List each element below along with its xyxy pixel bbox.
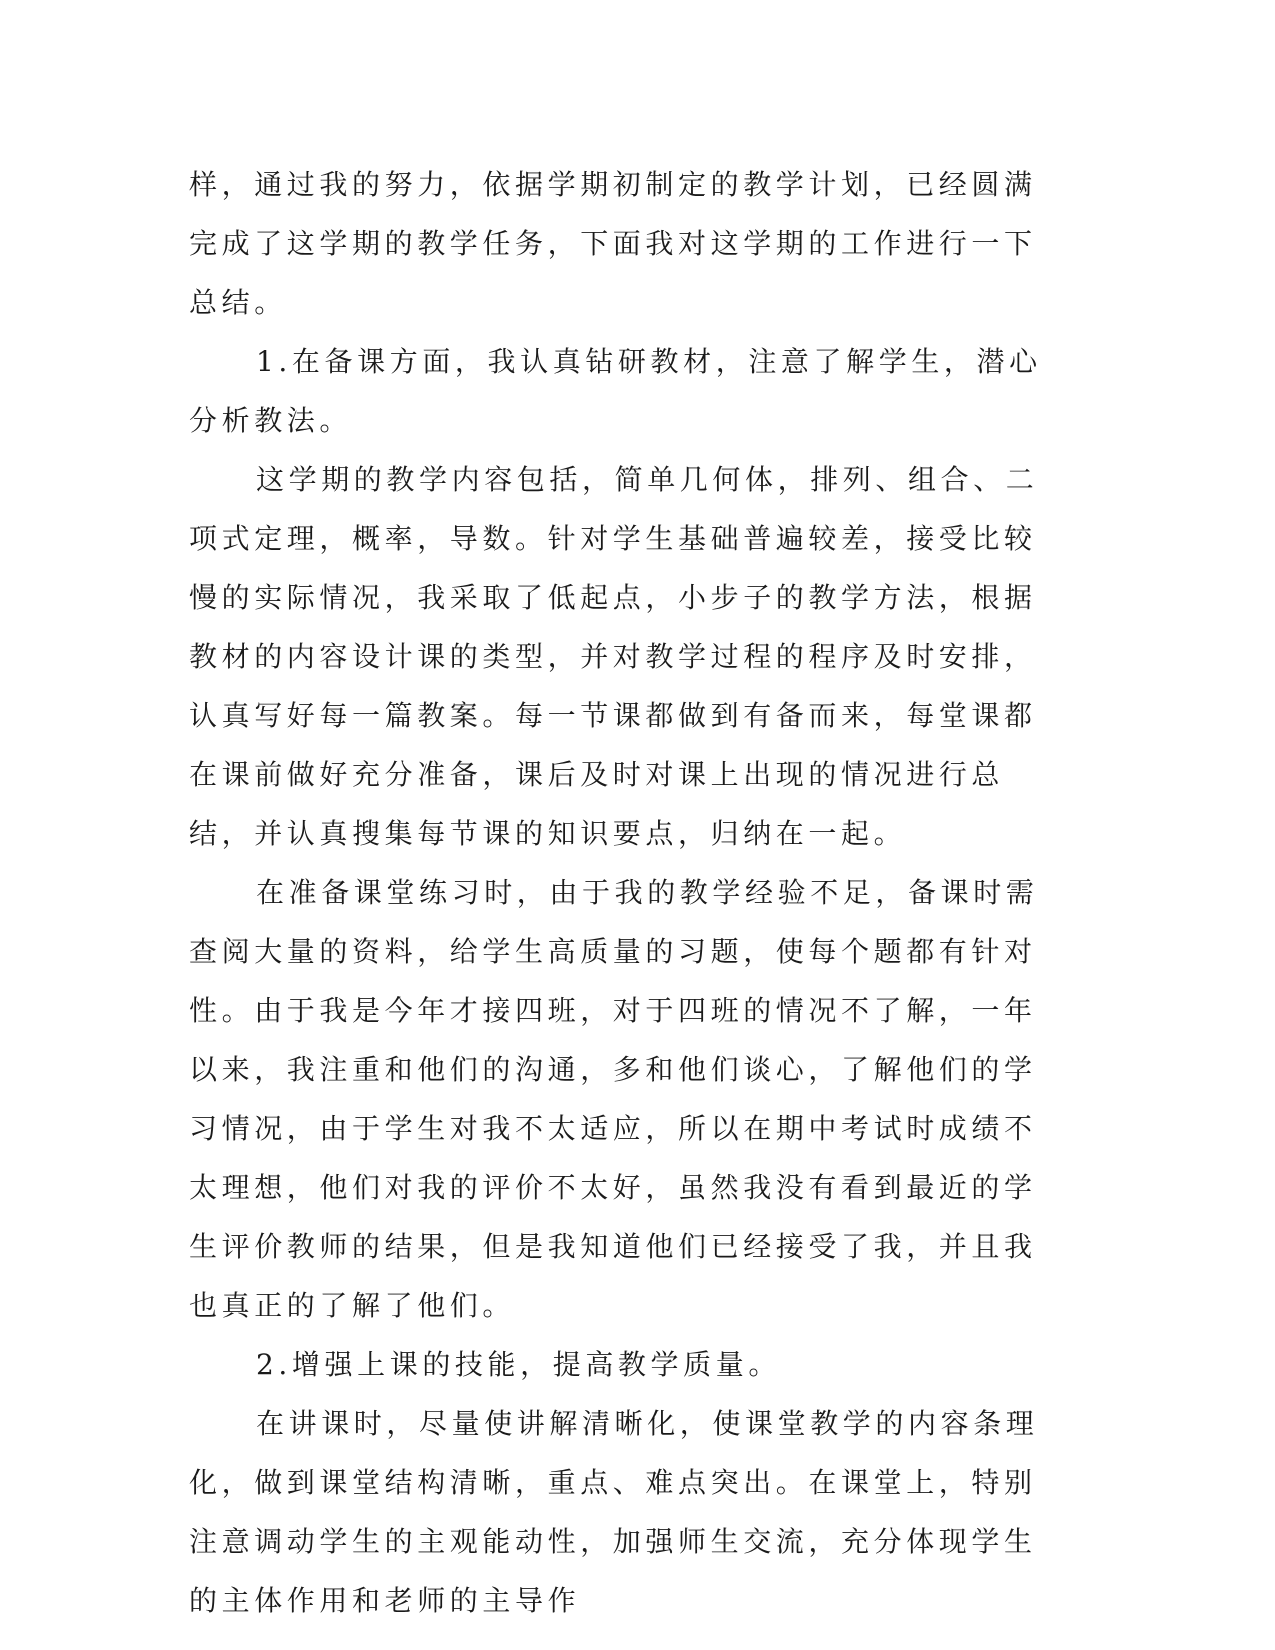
paragraph-point-2-heading: 2.增强上课的技能，提高教学质量。	[256, 1348, 781, 1381]
paragraph-intro-continuation: 样，通过我的努力，依据学期初制定的教学计划，已经圆满完成了这学期的教学任务，下面我对这学期的工作进行一下总结。	[189, 168, 1037, 319]
paragraph-point-1-heading: 1.在备课方面，我认真钻研教材，注意了解学生，潜心分析教法。	[189, 345, 1042, 437]
document-body	[189, 155, 1069, 1630]
paragraph-exercise-preparation: 在准备课堂练习时，由于我的教学经验不足，备课时需查阅大量的资料，给学生高质量的习题，使每个题都有针对性。由于我是今年才接四班，对于四班的情况不了解，一年以来，我注重和他们的沟通，多和他们谈心，了解他们的学习情况，由于学生对我不太适应，所以在期中考试时成绩不太理想，他们对我的评价不太好，虽然我没有看到最近的学生评价教师的结果，但是我知道他们已经接受了我，并且我也真正的了解了他们。	[189, 876, 1039, 1322]
paragraph-teaching-content: 这学期的教学内容包括，简单几何体，排列、组合、二项式定理，概率，导数。针对学生基础普遍较差，接受比较慢的实际情况，我采取了低起点，小步子的教学方法，根据教材的内容设计课的类型，并对教学过程的程序及时安排，认真写好每一篇教案。每一节课都做到有备而来，每堂课都在课前做好充分准备，课后及时对课上出现的情况进行总结，并认真搜集每节课的知识要点，归纳在一起。	[189, 463, 1039, 850]
paragraph-lecture-skills: 在讲课时，尽量使讲解清晰化，使课堂教学的内容条理化，做到课堂结构清晰，重点、难点突出。在课堂上，特别注意调动学生的主观能动性，加强师生交流，充分体现学生的主体作用和老师的主导作	[189, 1407, 1039, 1617]
